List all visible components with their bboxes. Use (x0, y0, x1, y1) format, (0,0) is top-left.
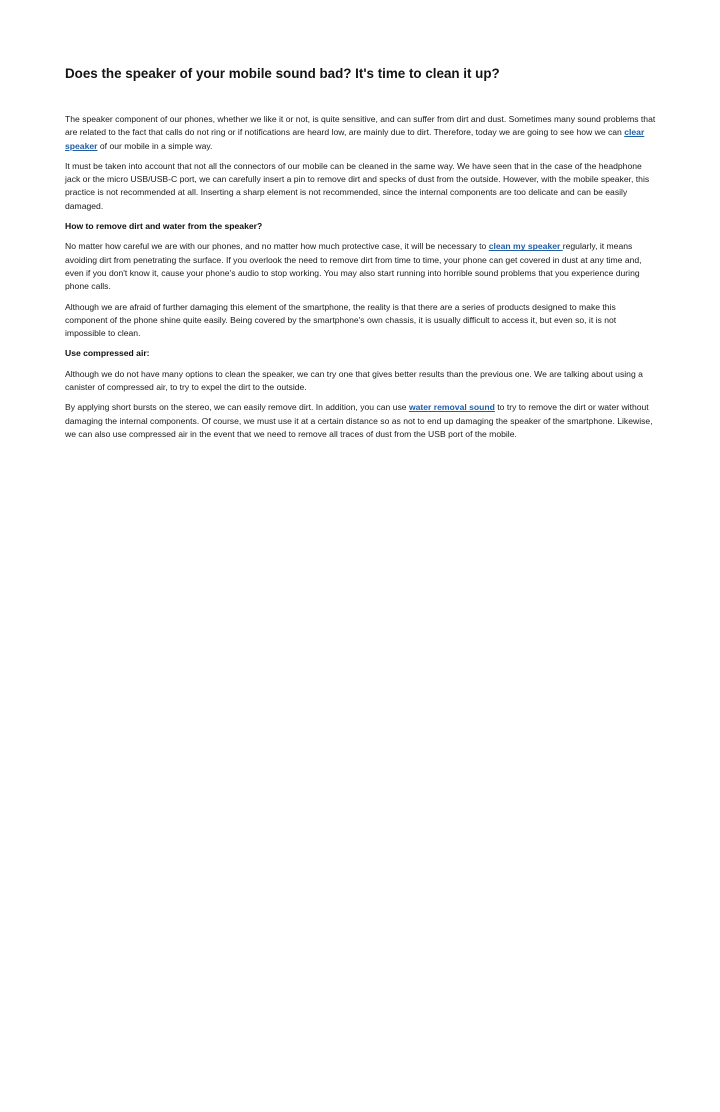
paragraph-short-bursts-text-after: to try to remove the dirt or water without damaging the internal components. Of course, we must use it at a certain distance so as not to end up damaging the speaker of the smartphone. Likewise, we can also use compressed air in the event that we need to remove all traces of dust from the USB port of the mobile. (65, 402, 653, 439)
paragraph-connectors: It must be taken into account that not all the connectors of our mobile can be cleaned in the same way. We have seen that in the case of the headphone jack or the micro USB/USB-C port, we can carefully insert a pin to remove dirt and specks of dust from the outside. However, with the mobile speaker, this practice is not recommended at all. Inserting a sharp element is not recommended, since the internal components are too delicate and can be easily damaged. (65, 160, 650, 211)
clear-speaker-link[interactable]: clear speaker (65, 127, 645, 151)
heading-compressed-air: Use compressed air: (65, 348, 150, 359)
heading-remove-dirt-water: How to remove dirt and water from the speaker? (65, 221, 263, 232)
article-body (65, 113, 657, 441)
paragraph-intro-text-after: of our mobile in a simple way. (97, 140, 213, 151)
paragraph-short-bursts-text-before: By applying short bursts on the stereo, we can easily remove dirt. In addition, you can use (65, 402, 409, 413)
paragraph-careful (65, 240, 657, 293)
page-title: Does the speaker of your mobile sound bad? It's time to clean it up? (65, 66, 500, 81)
paragraph-short-bursts (65, 401, 657, 441)
water-removal-sound-link[interactable]: water removal sound (408, 402, 495, 413)
paragraph-careful-text-after: regularly, it means avoiding dirt from penetrating the surface. If you overlook the need to remove dirt from time to time, your phone can get covered in dust at any time and, even if you don't know it, cause your phone's audio to stop working. You may also start running into horrible sound problems that you experience during phone calls. (65, 241, 642, 292)
paragraph-intro (65, 113, 657, 153)
clean-my-speaker-link[interactable]: clean my speaker (488, 241, 563, 252)
paragraph-products: Although we are afraid of further damaging this element of the smartphone, the reality is that there are a series of products designed to make this component of the phone shine quite easily. Being covered by the smartphone's own chassis, it is usually difficult to access it, but even so, it is not impossible to clean. (65, 301, 617, 339)
paragraph-options: Although we do not have many options to clean the speaker, we can try one that gives better results than the previous one. We are talking about using a canister of compressed air, to try to expel the dirt to the outside. (65, 368, 643, 393)
paragraph-careful-text-before: No matter how careful we are with our phones, and no matter how much protective case, it will be necessary to (65, 241, 489, 252)
document-content (65, 65, 657, 448)
paragraph-intro-text-before: The speaker component of our phones, whether we like it or not, is quite sensitive, and can suffer from dirt and dust. Sometimes many sound problems that are related to the fact that calls do not ring or if notifications are heard low, are mainly due to dirt. Therefore, today we are going to see how we can (65, 114, 656, 138)
